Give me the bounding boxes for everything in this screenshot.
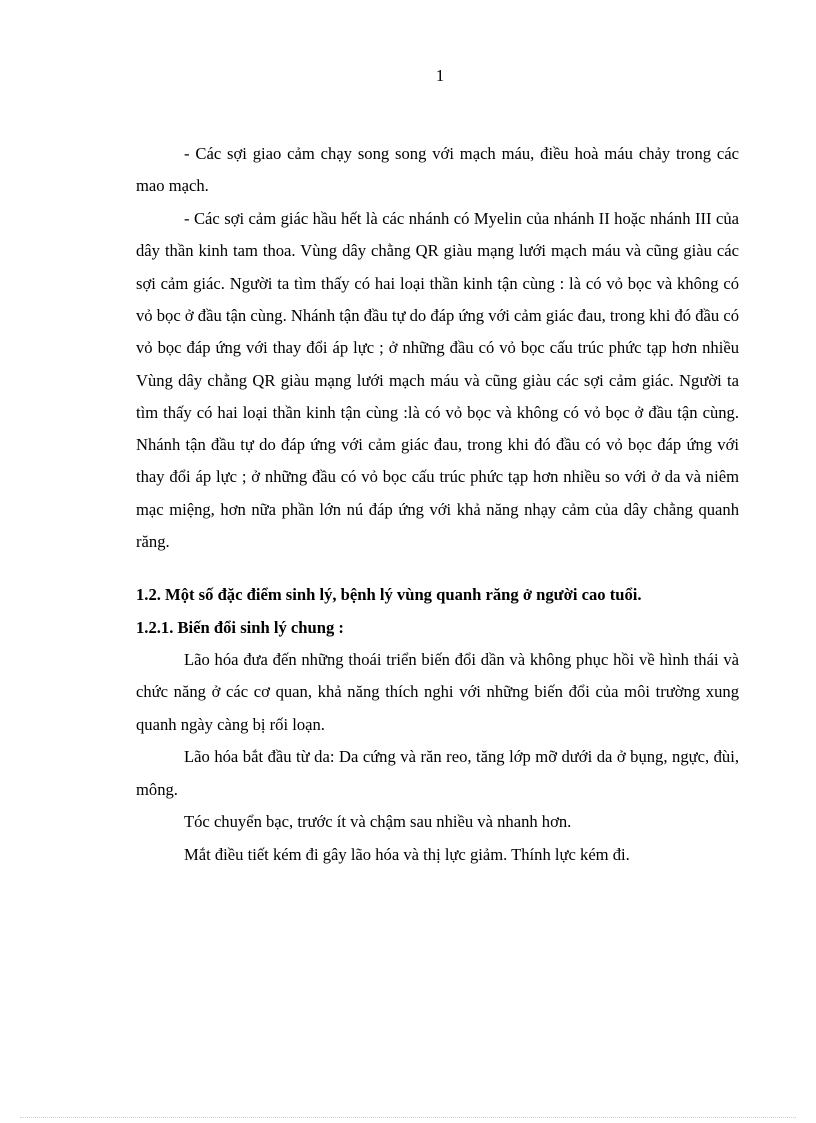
paragraph-aging-senses: Mắt điều tiết kém đi gây lão hóa và thị lực giảm. Thính lực kém đi. bbox=[184, 845, 630, 865]
paragraph-aging-overview: Lão hóa đưa đến những thoái triển biến đổi dần và không phục hồi về hình thái và chức năng ở các cơ quan, khả năng thích nghi với những biến đổi của môi trường xung quanh ngày càng bị rối loạn. bbox=[136, 649, 739, 734]
page-number: 1 bbox=[435, 66, 445, 85]
page-content bbox=[136, 138, 739, 872]
section-heading-1-2: 1.2. Một số đặc điểm sinh lý, bệnh lý vùng quanh răng ở người cao tuổi. bbox=[136, 585, 642, 605]
page-bottom-rule bbox=[20, 1117, 796, 1118]
paragraph-aging-hair: Tóc chuyển bạc, trước ít và chậm sau nhiều và nhanh hơn. bbox=[184, 812, 572, 832]
section-heading-1-2-1: 1.2.1. Biến đổi sinh lý chung : bbox=[136, 617, 344, 637]
paragraph-sympathetic-fibers: - Các sợi giao cảm chạy song song với mạch máu, điều hoà máu chảy trong các mao mạch. bbox=[136, 144, 739, 196]
paragraph-sensory-fibers: - Các sợi cảm giác hầu hết là các nhánh có Myelin của nhánh II hoặc nhánh III của dây thần kinh tam thoa. Vùng dây chằng QR giàu mạng lưới mạch máu và cũng giàu các sợi cảm giác. Người ta tìm thấy có hai loại thần kinh tận cùng : là có vỏ bọc và không có vỏ bọc ở đầu tận cùng. Nhánh tận đầu tự do đáp ứng với cảm giác đau, trong khi đó đầu có vỏ bọc đáp ứng với thay đổi áp lực ; ở những đầu có vỏ bọc cấu trúc phức tạp hơn nhiều Vùng dây chằng QR giàu mạng lưới mạch máu và cũng giàu các sợi cảm giác. Người ta tìm thấy có hai loại thần kinh tận cùng :là có vỏ bọc và không có vỏ bọc ở đầu tận cùng. Nhánh tận đầu tự do đáp ứng với cảm giác đau, trong khi đó đầu có vỏ bọc đáp ứng với thay đổi áp lực ; ở những đầu có vỏ bọc cấu trúc phức tạp hơn nhiều so với ở da và niêm mạc miệng, hơn nữa phần lớn nú đáp ứng với khả năng nhạy cảm của dây chằng quanh răng. bbox=[136, 209, 739, 552]
paragraph-aging-skin: Lão hóa bắt đầu từ da: Da cứng và răn reo, tăng lớp mỡ dưới da ở bụng, ngực, đùi, mông. bbox=[136, 747, 739, 799]
